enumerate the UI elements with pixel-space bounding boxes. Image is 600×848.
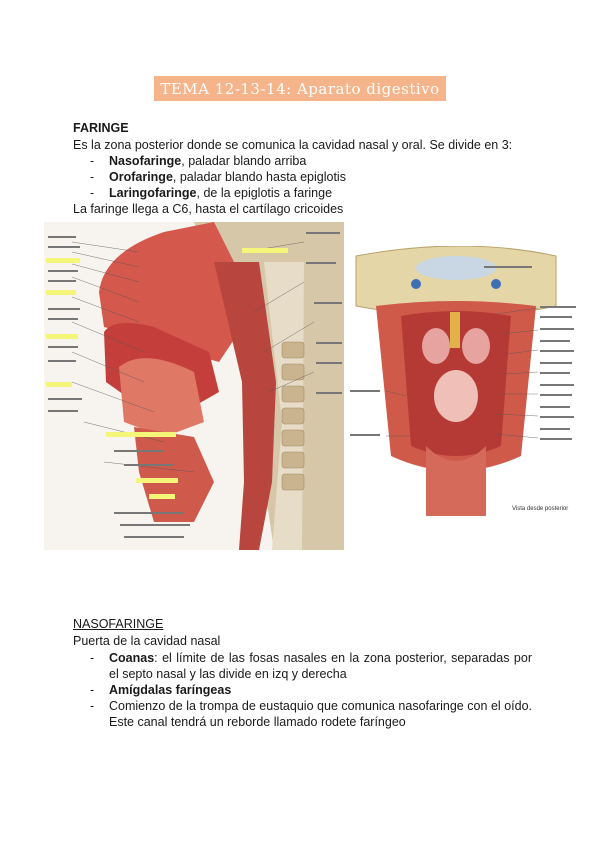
nasofaringe-list bbox=[90, 650, 532, 730]
nasofaringe-intro: Puerta de la cavidad nasal bbox=[73, 634, 221, 648]
sagittal-illustration bbox=[44, 222, 344, 550]
posterior-view-figure bbox=[346, 246, 580, 528]
faringe-list bbox=[90, 153, 530, 201]
list-item: - Laringofaringe, de la epiglotis a faringe bbox=[90, 185, 530, 201]
faringe-intro: Es la zona posterior donde se comunica la cavidad nasal y oral. Se divide en 3: bbox=[73, 138, 513, 152]
faringe-heading: FARINGE bbox=[73, 121, 129, 135]
list-item: - Amígdalas faríngeas bbox=[90, 682, 532, 698]
list-item: - Coanas: el límite de las fosas nasales en la zona posterior, separadas por el septo nasal y las divide en izq y derecha bbox=[90, 650, 532, 682]
faringe-note: La faringe llega a C6, hasta el cartílago cricoides bbox=[73, 202, 344, 216]
list-item: - Orofaringe, paladar blando hasta epiglotis bbox=[90, 169, 530, 185]
posterior-illustration bbox=[346, 246, 580, 528]
title-container bbox=[0, 76, 600, 101]
list-item: - Comienzo de la trompa de eustaquio que comunica nasofaringe con el oído. Este canal tendrá un reborde llamado rodete faríngeo bbox=[90, 698, 532, 730]
posterior-view-caption: Vista desde posterior bbox=[512, 506, 569, 512]
page-title: TEMA 12-13-14: Aparato digestivo bbox=[154, 76, 445, 101]
list-item: - Nasofaringe, paladar blando arriba bbox=[90, 153, 530, 169]
nasofaringe-heading: NASOFARINGE bbox=[73, 617, 164, 631]
sagittal-section-figure bbox=[44, 222, 344, 550]
